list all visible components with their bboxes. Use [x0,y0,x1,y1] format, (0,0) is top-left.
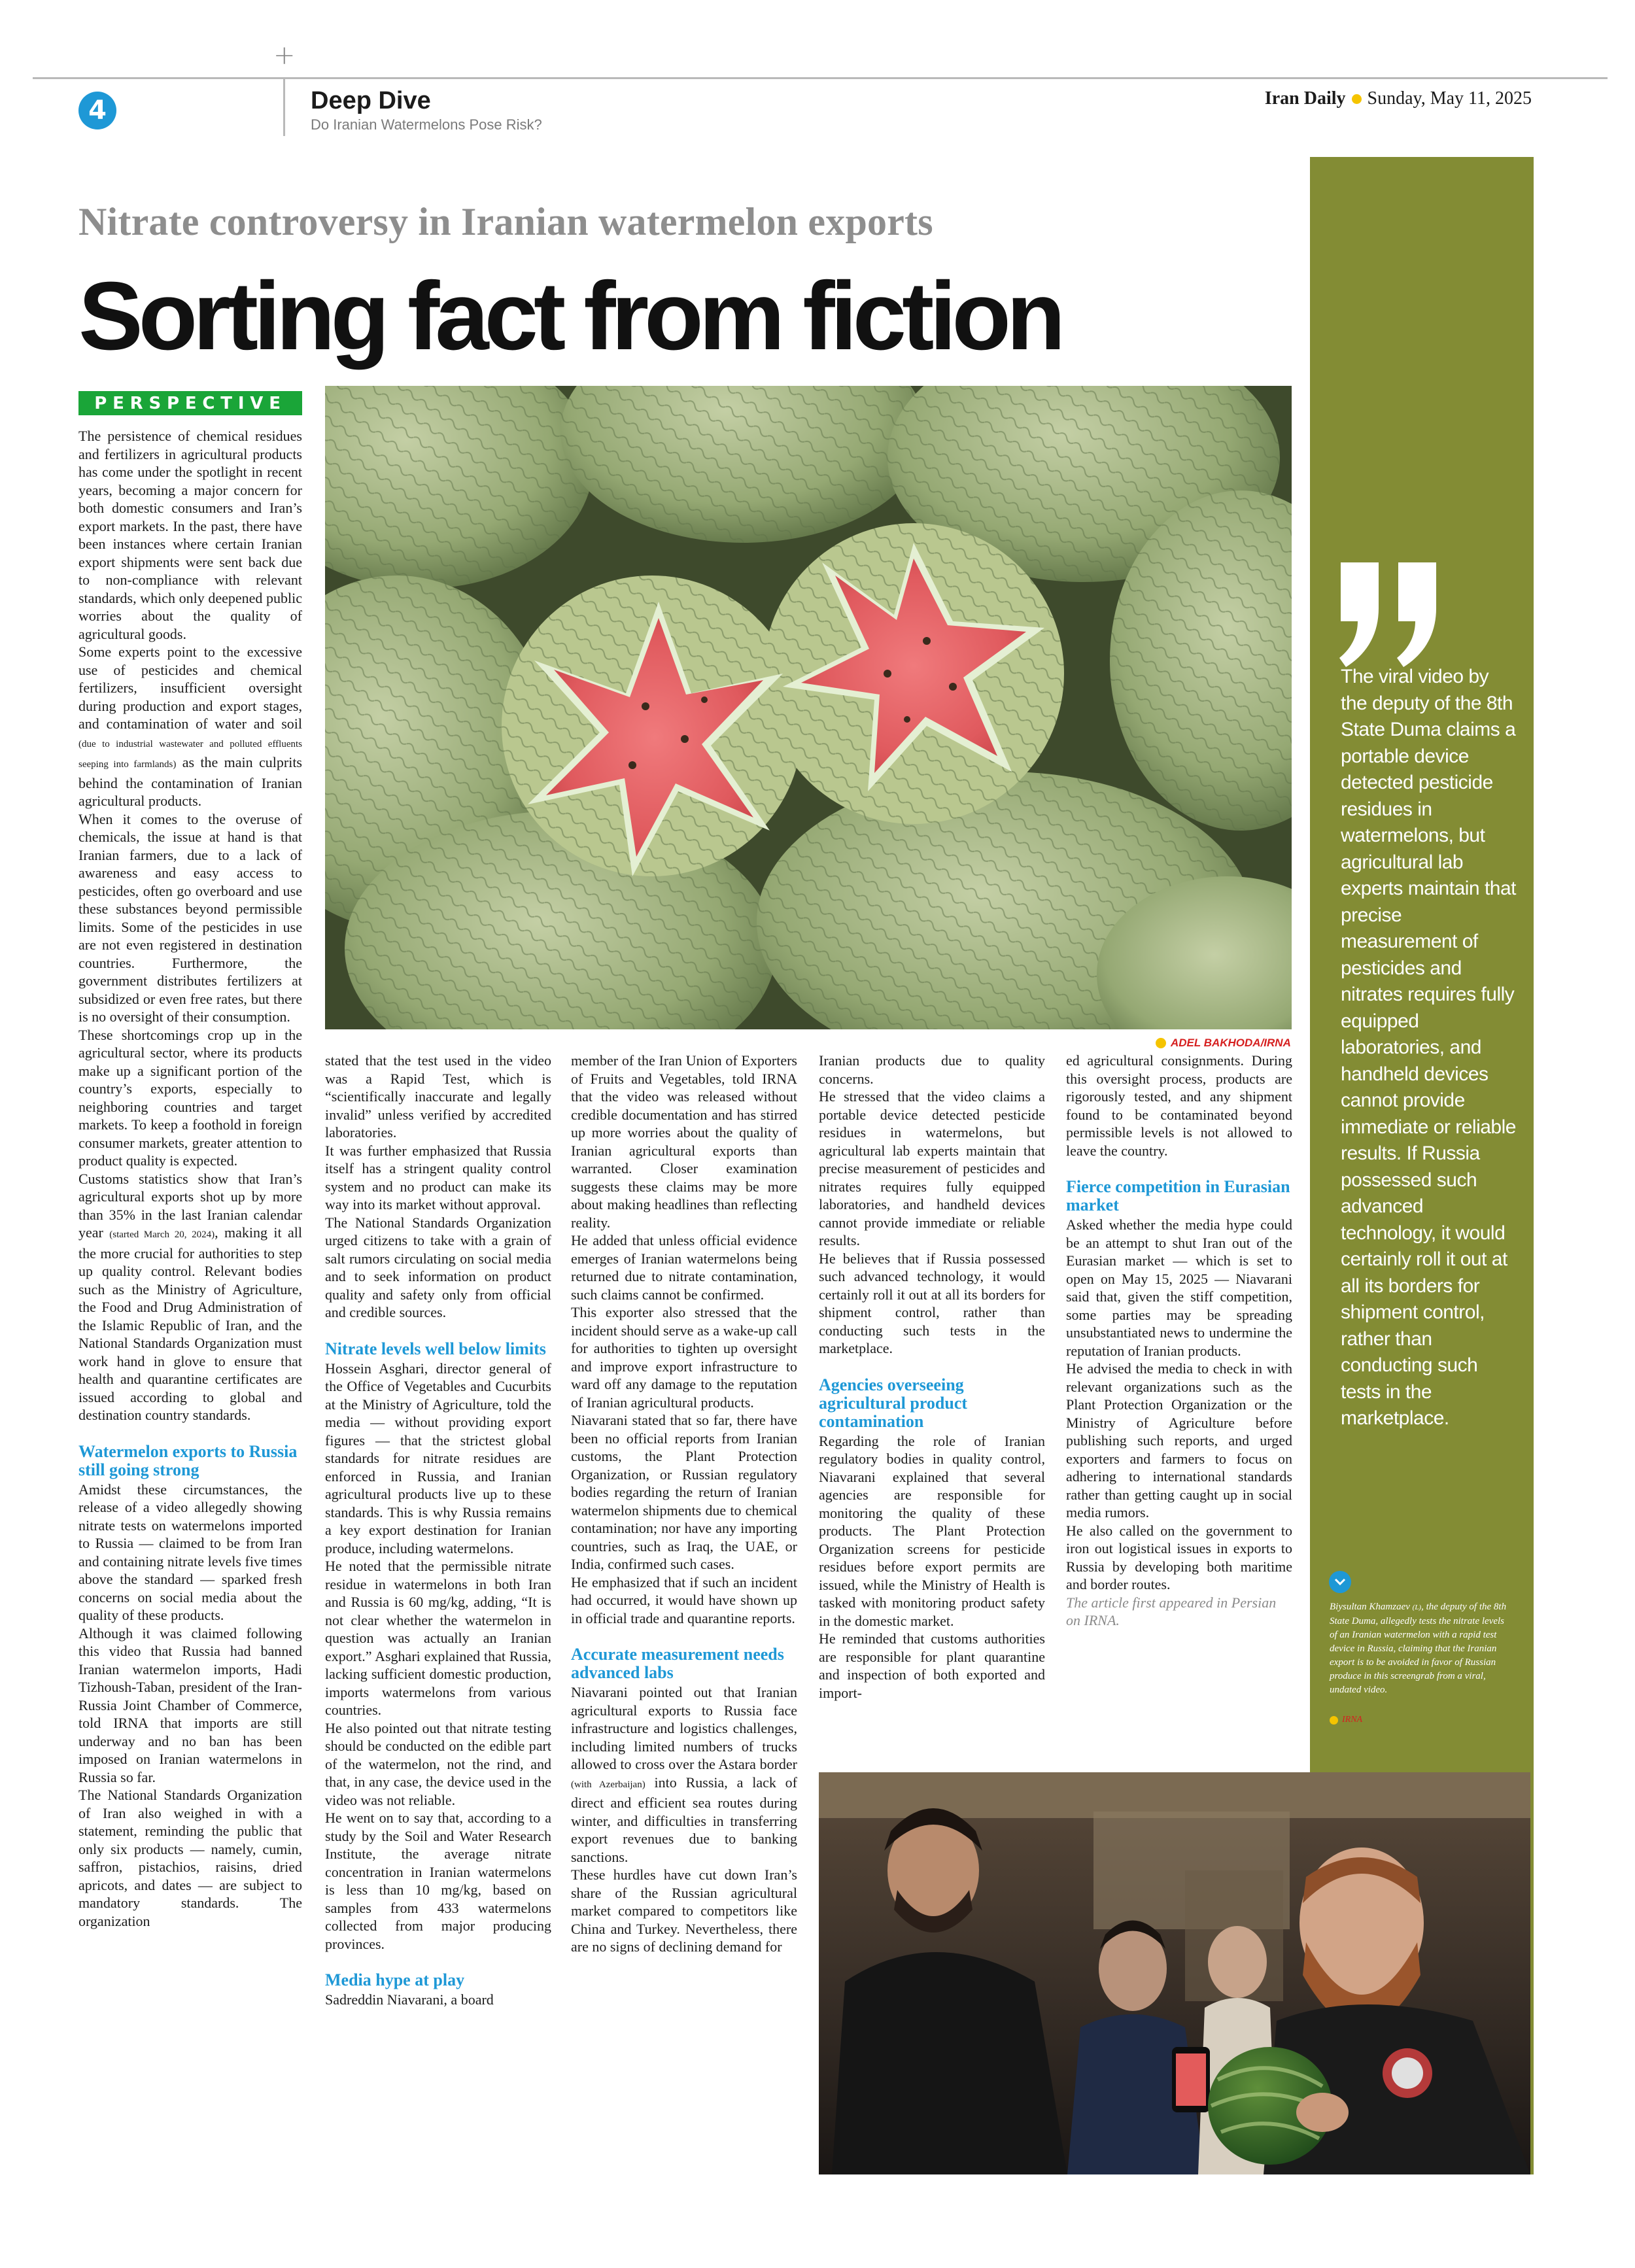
paragraph: stated that the test used in the video was a Rapid Test, which is “scientifically inaccurate and legally invalid” unless verified by accredited laboratories. [325,1052,551,1141]
paragraph: He reminded that customs authorities are responsible for plant quarantine and inspection of both exported and import- [819,1630,1045,1701]
caption-aside: (L) [1412,1604,1422,1611]
paragraph [78,643,302,810]
page-number: 4 [78,92,116,129]
paragraph-text: Niavarani pointed out that Iranian agricultural exports to Russia face infrastructure and logistics challenges, including limited numbers of trucks allowed to cross over the Astara border [571,1684,797,1772]
paragraph: These shortcomings crop up in the agricultural sector, where its products make up a significant portion of the country’s exports, especially to neighboring countries and target markets. To keep a foothold in foreign consumer markets, greater attention to product quality is expected. [78,1026,302,1169]
chevron-down-icon [1329,1571,1351,1593]
paragraph: Hossein Asghari, director general of the Office of Vegetables and Cucurbits at the Ministry of Agriculture, told the media — without providing export figures — that the strictest global standards for nitrate residues are enforced in Russia, and Iranian agricultural products live up to these standards. This is why Russia remains a key export destination for Iranian produce, including watermelons. [325,1360,551,1556]
article-column-1 [78,427,302,1930]
paragraph: When it comes to the overuse of chemicals, the issue at hand is that Iranian farmers, due to a lack of awareness and easy access to pesticides, often go overboard and use these substances beyond permissible limits. Some of the pesticides in use are not even registered in destination countries. Furthermore, the government distributes fertilizers at subsidized or even free rates, but there is no oversight of their consumption. [78,810,302,1025]
yellow-dot-icon [1330,1716,1338,1725]
paragraph: He emphasized that if such an incident had occurred, it would have shown up in official trade and quarantine reports. [571,1573,797,1626]
paragraph-text: as the main culprits behind the contamination of Iranian agricultural products. [78,754,302,809]
paragraph [78,1170,302,1424]
paragraph: Asked whether the media hype could be an attempt to shut Iran out of the Eurasian market — which is set to open on May 15, 2025 — Niavarani said that, given the stiff competition, some parties may be spreading unsubstantiated news to undermine the reputation of Iranian products. [1066,1216,1292,1359]
section-title: Deep Dive [311,87,431,114]
subheading: Agencies overseeing agricultural product contamination [819,1375,968,1431]
paragraph: These hurdles have cut down Iran’s share of the Russian agricultural market compared to competitors like China and Turkey. Nevertheless, there are no signs of declining demand for [571,1866,797,1955]
paragraph: He stressed that the video claims a portable device detected pesticide residues in watermelons, but agricultural lab experts maintain that precise measurement of pesticides and nitrates requires fully equipped laboratories, and handheld devices cannot provide immediate or reliable results. [819,1088,1045,1248]
crop-mark-icon: + [273,41,296,71]
perspective-tag: PERSPECTIVE [78,391,302,415]
paragraph: Iranian products due to quality concerns. [819,1052,1045,1087]
article-column-5 [1066,1052,1292,1630]
paragraph-text: Customs statistics show that Iran’s agricultural exports shot up by more than 35% in the last Iranian calendar year [78,1170,302,1241]
paragraph: Sadreddin Niavarani, a board [325,1991,494,2008]
paragraph: This exporter also stressed that the incident should serve as a wake-up call for authorities to tighten up oversight and improve export infrastructure to ward off any damage to the reputation of Iranian agricultural products. [571,1304,797,1411]
paragraph: It was further emphasized that Russia itself has a stringent quality control system and no product can make its way into its market without approval. [325,1142,551,1212]
paragraph: The National Standards Organization urged citizens to take with a grain of salt rumors circulating on social media and to seek information on product quality and safety only from official and credible sources. [325,1214,551,1320]
paragraph: He went on to say that, according to a study by the Soil and Water Research Institute, the average nitrate concentration in Iranian watermelons is less than 10 mg/kg, based on samples from 433 watermelons collected from major producing provinces. [325,1810,551,1952]
paragraph-aside: (started March 20, 2024) [109,1229,215,1240]
subheading: Nitrate levels well below limits [325,1339,546,1358]
yellow-dot-icon [1156,1038,1166,1048]
header-rule [33,77,1608,79]
article-column-2 [325,1052,551,2009]
caption-credit [1330,1715,1362,1725]
photo-caption [1330,1600,1513,1697]
paragraph-aside: (due to industrial wastewater and polluted effluents seeping into farmlands) [78,738,302,770]
caption-credit-text: IRNA [1342,1715,1363,1725]
watermelon-photo [325,386,1292,1029]
header-divider [283,77,285,136]
masthead [1265,88,1532,109]
article-headline: Sorting fact from fiction [78,262,1061,370]
yellow-dot-icon [1352,94,1362,104]
paragraph: The National Standards Organization of Iran also weighed in with a statement, reminding the public that only six products — namely, cumin, saffron, pistachios, raisins, dried apricots, and dates — are subject to mandatory standards. The organization [78,1787,302,1929]
paragraph: He noted that the permissible nitrate residue in watermelons in both Iran and Russia is 60 mg/kg, adding, “It is not clear whether the watermelon in question was actually an Iranian export.” Asghari explained that Russia, lacking sufficient domestic production, imports watermelons from various countries. [325,1558,551,1718]
paragraph-text: into Russia, a lack of direct and efficient sea routes during winter, and difficulties in transferring export revenues due to banking sanctions. [571,1774,798,1865]
subheading: Fierce competition in Eurasian market [1066,1177,1290,1214]
paragraph: He also called on the government to iron out logistical issues in exports to Russia by developing both maritime and border routes. [1066,1522,1292,1592]
paragraph: Although it was claimed following this video that Russia had banned Iranian watermelon imports, Hadi Tizhoush-Taban, president of the Iran-Russia Joint Chamber of Commerce, told IRNA that imports are still underway and no ban has been imposed on Iranian watermelons in Russia so far. [78,1624,302,1785]
article-column-3 [571,1052,797,1956]
paragraph: member of the Iran Union of Exporters of Fruits and Vegetables, told IRNA that the video was released without credible documentation and has stirred up more worries about the quality of Iranian agricultural exports than warranted. Closer examination suggests these claims may be more about making headlines than reflecting reality. [571,1052,797,1231]
article-column-4 [819,1052,1045,1702]
source-note: The article first appeared in Persian on IRNA. [1066,1594,1277,1628]
issue-date: Sunday, May 11, 2025 [1367,88,1532,109]
caption-text: Biysultan Khamzaev [1330,1602,1413,1612]
paragraph-text: , making it all the more crucial for authorities to step up quality control. Relevant bodies such as the Ministry of Agriculture, the Food and Drug Administration of the Islamic Republic of Iran, and the National Standards Organization must work hand in glove to ensure that health and quarantine certificates are issued according to global and destination country standards. [78,1224,303,1423]
subheading: Media hype at play [325,1970,465,1989]
article-kicker: Nitrate controversy in Iranian watermelon exports [78,200,933,243]
paragraph: He advised the media to check in with relevant organizations such as the Plant Protection Organization or the Ministry of Agriculture before publishing such reports, and urged exporters and farmers to focus on adhering to international standards rather than getting caught up in social media rumors. [1066,1360,1292,1521]
subheading: Watermelon exports to Russia still going strong [78,1441,298,1479]
newspaper-name: Iran Daily [1264,88,1346,109]
paragraph: ed agricultural consignments. During this oversight process, products are rigorously tested, and any shipment found to be contaminated beyond permissible levels is not allowed to leave the country. [1066,1052,1292,1159]
photo-credit [1156,1037,1291,1050]
pull-quote: The viral video by the deputy of the 8th State Duma claims a portable device detected pesticide residues in watermelons, but agricultural lab experts maintain that precise measurement of pesticides and nitrates requires fully equipped laboratories, and handheld devices cannot provide immediate or reliable results. If Russia possessed such advanced technology, it would certainly roll it out at all its borders for shipment control, rather than conducting such tests in the marketplace. [1341,666,1516,1429]
photo-credit-text: ADEL BAKHODA/IRNA [1171,1037,1291,1049]
closing-quote-icon [1334,562,1445,667]
paragraph: Regarding the role of Iranian regulatory bodies in quality control, Niavarani explained that several agencies are responsible for monitoring the quality of these products. The Plant Protection Organization screens for pesticide residues before export permits are issued, while the Ministry of Health is tasked with monitoring product safety in the domestic market. [819,1432,1045,1629]
paragraph: Amidst these circumstances, the release of a video allegedly showing nitrate tests on watermelons imported to Russia — claimed to be from Iran and containing nitrate levels five times above the standard — sparked fresh concerns on social media about the quality of these products. [78,1481,302,1623]
paragraph-text: Some experts point to the excessive use of pesticides and chemical fertilizers, insufficient oversight during production and export stages, and contamination of water and soil [78,644,302,732]
paragraph: He believes that if Russia possessed such advanced technology, it would certainly roll it out at all its borders for shipment control, rather than conducting such tests in the marketplace. [819,1250,1045,1356]
paragraph: He also pointed out that nitrate testing should be conducted on the edible part of the watermelon, not the rind, and that, in any case, the device used in the video was not reliable. [325,1719,551,1808]
subheading: Accurate measurement needs advanced labs [571,1645,784,1682]
paragraph: Niavarani stated that so far, there have been no official reports from Iranian customs, the Plant Protection Organization, or Russian regulatory bodies regarding the return of Iranian watermelon shipments due to chemical contamination; nor have any importing countries, such as Iraq, the UAE, or India, confirmed such cases. [571,1412,797,1572]
paragraph-aside: (with Azerbaijan) [571,1779,645,1790]
paragraph [571,1683,797,1866]
screengrab-photo [819,1772,1530,2174]
paragraph: The persistence of chemical residues and fertilizers in agricultural products has come under the spotlight in recent years, becoming a major concern for both domestic consumers and Iran’s export markets. In the past, there have been instances where certain Iranian export shipments were sent back due to non-compliance with relevant standards, which only deepened public worries about the quality of agricultural goods. [78,428,302,642]
paragraph: He added that unless official evidence emerges of Iranian watermelons being returned due to nitrate contamination, such claims cannot be confirmed. [571,1232,797,1303]
caption-text-rest: , the deputy of the 8th State Duma, allegedly tests the nitrate levels of an Iranian watermelon with a rapid test device in Russia, claiming that the Iranian export is to be avoided in favor of Russian produce in this screengrab from a viral, undated video. [1330,1602,1507,1695]
section-subtitle: Do Iranian Watermelons Pose Risk? [311,116,542,133]
